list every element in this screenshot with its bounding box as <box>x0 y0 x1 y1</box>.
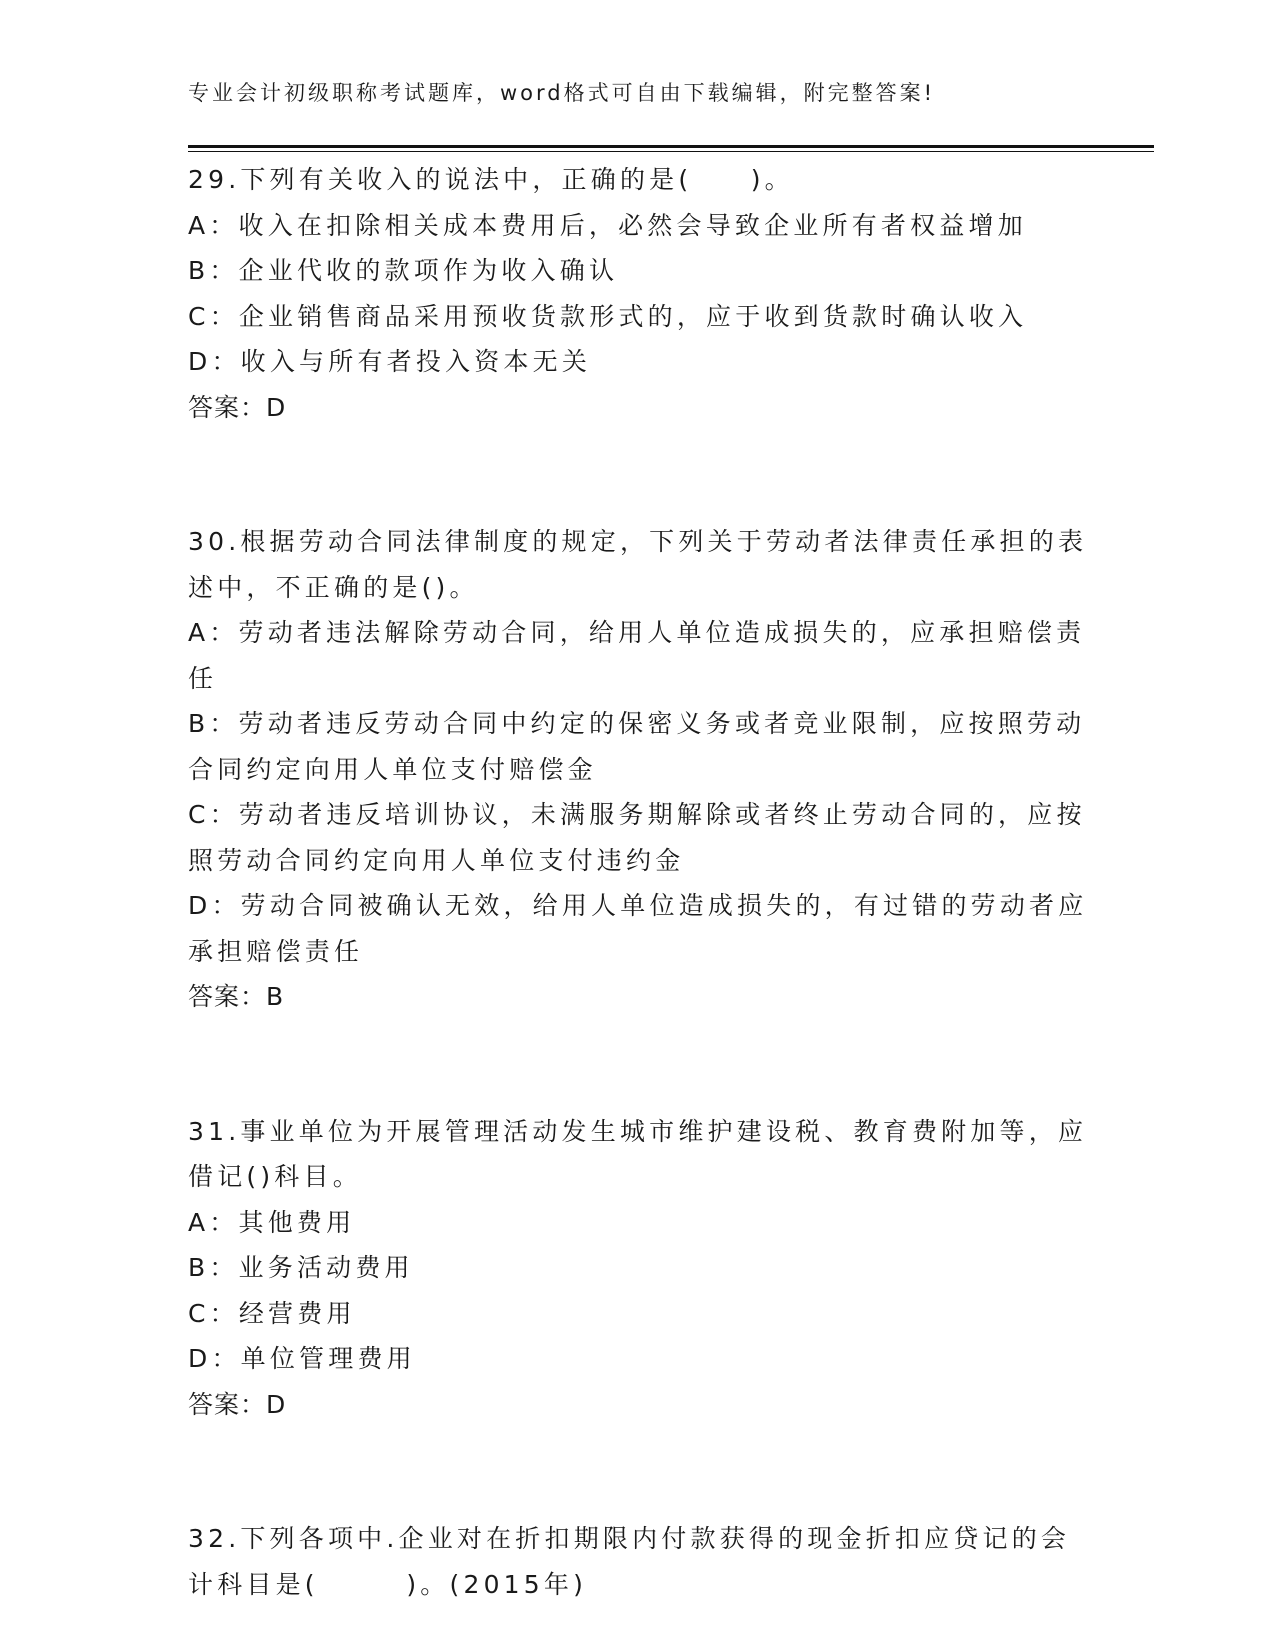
page-header: 专业会计初级职称考试题库，word格式可自由下载编辑，附完整答案! <box>188 81 936 105</box>
option-b: B：劳动者违反劳动合同中约定的保密义务或者竞业限制，应按照劳动 <box>188 709 1086 738</box>
header-rule-thin <box>188 151 1154 152</box>
question-stem-cont: 计科目是( )。(2015年) <box>188 1569 588 1599</box>
option-b: B：企业代收的款项作为收入确认 <box>188 256 619 285</box>
option-c-cont: 照劳动合同约定向用人单位支付违约金 <box>188 845 685 875</box>
question-stem-cont: 述中，不正确的是()。 <box>188 572 479 602</box>
option-a-cont: 任 <box>188 663 218 693</box>
option-a: A：其他费用 <box>188 1207 356 1237</box>
answer-label: 答案：D <box>188 1389 287 1419</box>
answer-label: 答案：D <box>188 392 287 422</box>
option-c: C：企业销售商品采用预收货款形式的，应于收到货款时确认收入 <box>188 301 1028 331</box>
question-stem: 32.下列各项中.企业对在折扣期限内付款获得的现金折扣应贷记的会 <box>188 1524 1071 1553</box>
spacer <box>188 1427 1088 1516</box>
question-32 <box>188 1516 1088 1607</box>
question-31 <box>188 1109 1088 1428</box>
option-a: A：收入在扣除相关成本费用后，必然会导致企业所有者权益增加 <box>188 210 1027 240</box>
question-29 <box>188 157 1088 430</box>
option-a: A：劳动者违法解除劳动合同，给用人单位造成损失的，应承担赔偿责 <box>188 618 1086 647</box>
question-30 <box>188 519 1088 1020</box>
option-c: C：劳动者违反培训协议，未满服务期解除或者终止劳动合同的，应按 <box>188 800 1086 829</box>
option-b: B：业务活动费用 <box>188 1253 414 1282</box>
spacer <box>188 430 1088 519</box>
answer-label: 答案：B <box>188 982 285 1011</box>
option-d-cont: 承担赔偿责任 <box>188 936 364 966</box>
question-stem: 29.下列有关收入的说法中，正确的是( )。 <box>188 165 794 194</box>
option-b-cont: 合同约定向用人单位支付赔偿金 <box>188 754 597 784</box>
question-stem: 30.根据劳动合同法律制度的规定，下列关于劳动者法律责任承担的表 <box>188 527 1088 556</box>
option-d: D：收入与所有者投入资本无关 <box>188 347 592 376</box>
spacer <box>188 1020 1088 1109</box>
question-stem-cont: 借记()科目。 <box>188 1162 362 1191</box>
header-rule-thick <box>188 145 1154 148</box>
question-stem: 31.事业单位为开展管理活动发生城市维护建设税、教育费附加等，应 <box>188 1116 1088 1146</box>
option-d: D：劳动合同被确认无效，给用人单位造成损失的，有过错的劳动者应 <box>188 891 1088 920</box>
question-list <box>188 157 1088 1607</box>
option-c: C：经营费用 <box>188 1298 356 1328</box>
option-d: D：单位管理费用 <box>188 1344 416 1373</box>
